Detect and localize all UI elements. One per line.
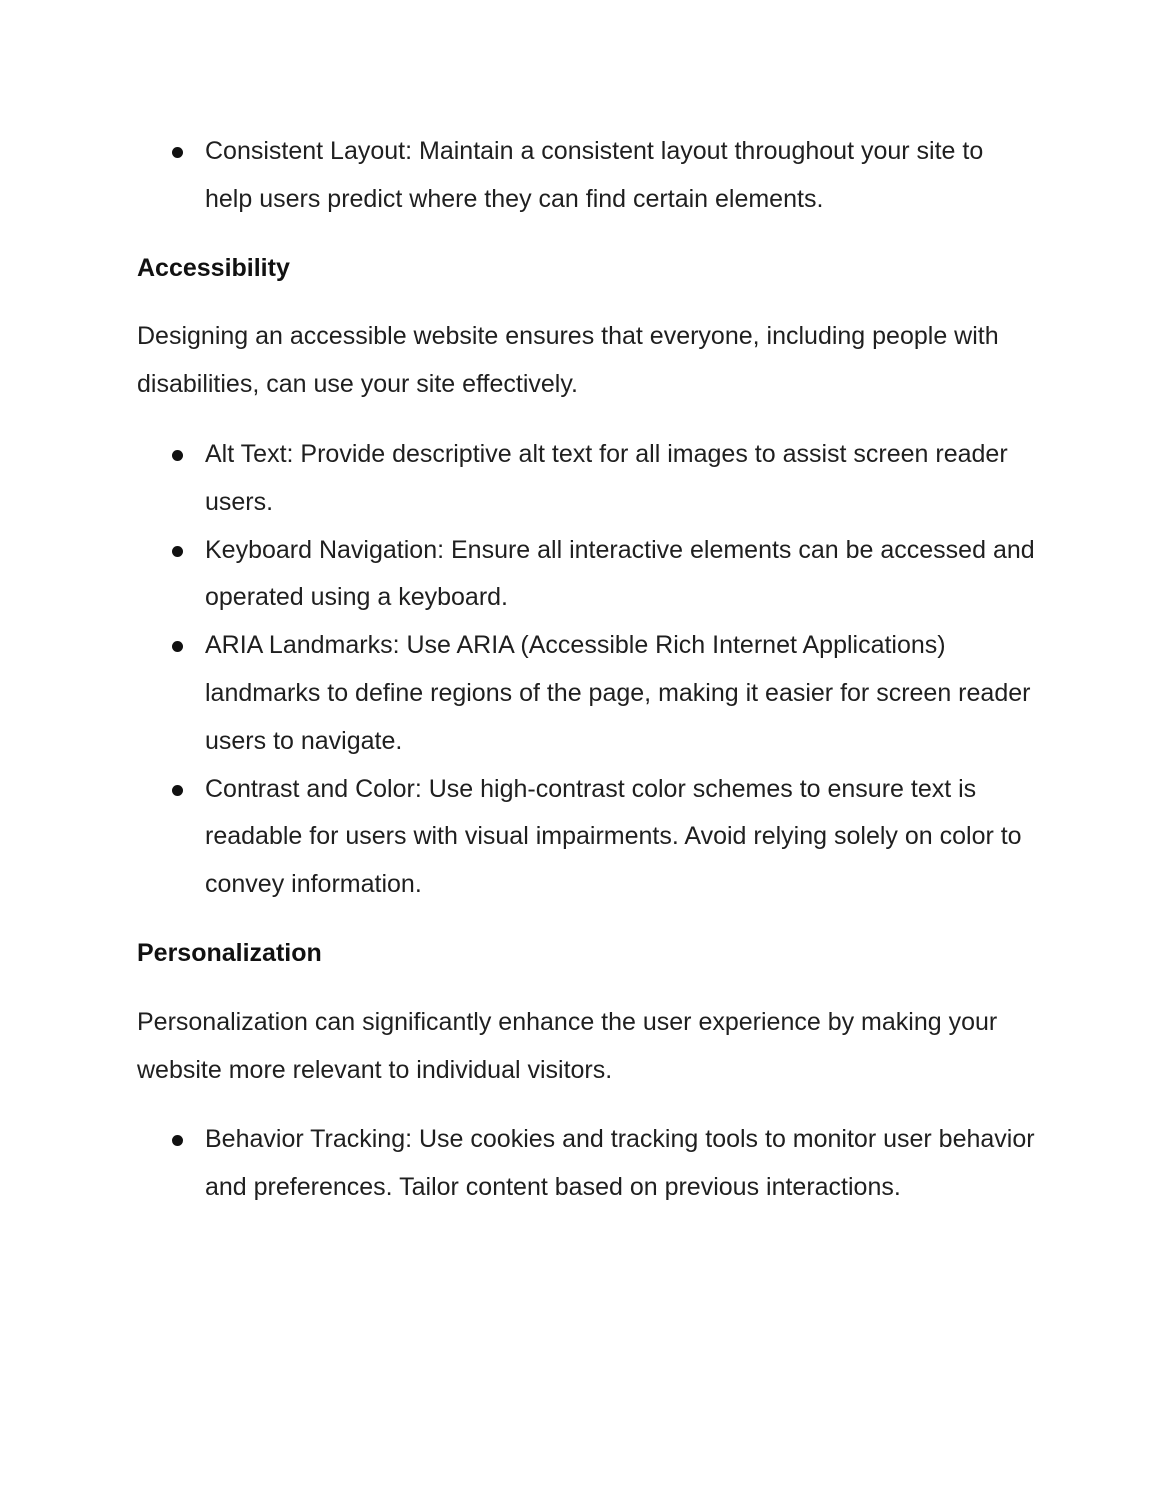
list-item bbox=[137, 128, 1037, 224]
bullet-icon bbox=[172, 147, 183, 158]
list-item bbox=[137, 431, 1037, 527]
personalization-paragraph: Personalization can significantly enhance the user experience by making your website more relevant to individual visitors. bbox=[137, 1007, 998, 1084]
bullet-icon bbox=[172, 641, 183, 652]
intro-bullet-list bbox=[137, 128, 1037, 224]
list-item bbox=[137, 766, 1037, 909]
bullet-icon bbox=[172, 450, 183, 461]
bullet-icon bbox=[172, 546, 183, 557]
accessibility-paragraph: Designing an accessible website ensures that everyone, including people with disabilities, can use your site effectively. bbox=[137, 322, 999, 399]
list-item-text: Alt Text: Provide descriptive alt text for all images to assist screen reader users. bbox=[205, 439, 1008, 516]
accessibility-bullet-list bbox=[137, 431, 1037, 909]
list-item-text: Keyboard Navigation: Ensure all interactive elements can be accessed and operated using a keyboard. bbox=[205, 535, 1035, 612]
list-item-text: ARIA Landmarks: Use ARIA (Accessible Rich Internet Applications) landmarks to define regions of the page, making it easier for screen reader users to navigate. bbox=[205, 631, 1031, 755]
section-heading-personalization: Personalization bbox=[137, 938, 322, 967]
list-item bbox=[137, 1116, 1037, 1212]
list-item bbox=[137, 622, 1037, 765]
section-heading-accessibility: Accessibility bbox=[137, 253, 290, 282]
bullet-icon bbox=[172, 1135, 183, 1146]
list-item bbox=[137, 527, 1037, 623]
list-item-text: Behavior Tracking: Use cookies and tracking tools to monitor user behavior and preferences. Tailor content based on previous interactions. bbox=[205, 1125, 1035, 1202]
bullet-icon bbox=[172, 785, 183, 796]
document-page bbox=[137, 128, 1037, 1212]
list-item-text: Consistent Layout: Maintain a consistent layout throughout your site to help users predict where they can find certain elements. bbox=[205, 137, 984, 213]
personalization-bullet-list bbox=[137, 1116, 1037, 1212]
list-item-text: Contrast and Color: Use high-contrast color schemes to ensure text is readable for users with visual impairments. Avoid relying solely on color to convey information. bbox=[205, 774, 1022, 899]
